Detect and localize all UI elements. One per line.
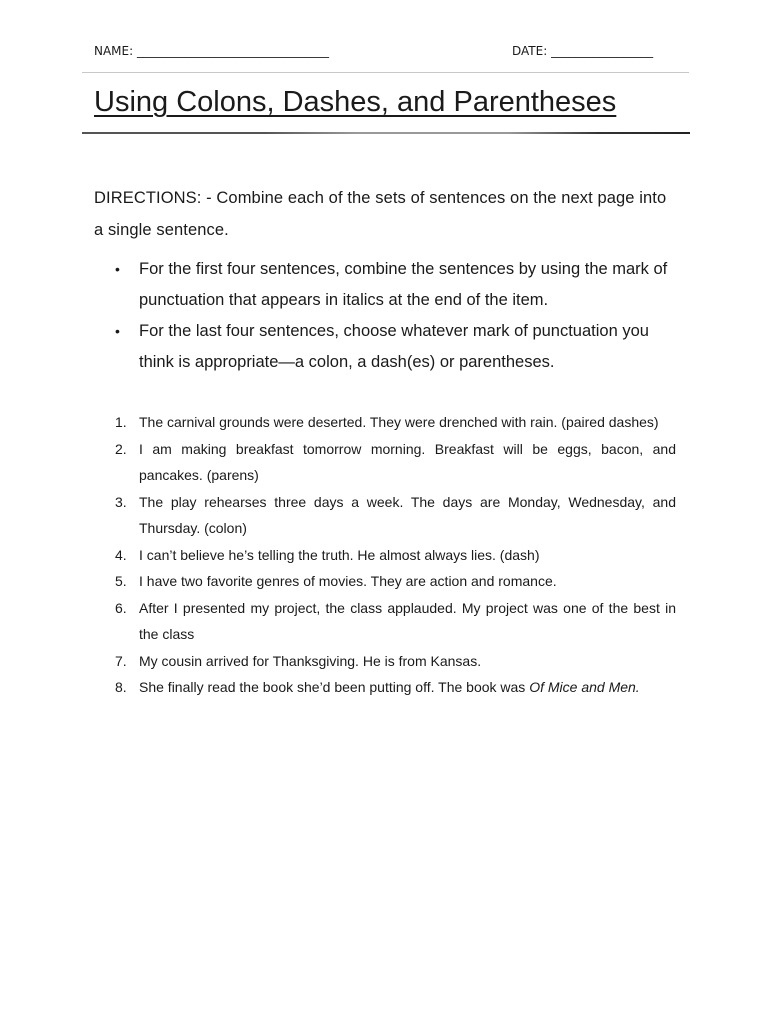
item-text: After I presented my project, the class applauded. My project was one of the best in the class <box>139 599 676 642</box>
item-number: 1. <box>115 414 127 430</box>
item-text: I have two favorite genres of movies. They are action and romance. <box>139 573 557 589</box>
exercise-item <box>94 648 676 675</box>
bullet-marker: • <box>115 261 120 277</box>
instruction-bullet <box>94 254 674 316</box>
directions-text: DIRECTIONS: - Combine each of the sets of sentences on the next page into a single sentence. <box>94 189 667 239</box>
header-divider <box>82 72 689 73</box>
bullet-marker: • <box>115 323 120 339</box>
exercise-item <box>94 542 676 569</box>
item-number: 3. <box>115 493 127 510</box>
bullet-text: For the last four sentences, choose whatever mark of punctuation you think is appropriate—a colon, a dash(es) or parentheses. <box>139 322 649 371</box>
page-title: Using Colons, Dashes, and Parentheses <box>94 86 617 118</box>
instruction-bullet <box>94 316 674 378</box>
item-number: 4. <box>115 546 127 563</box>
name-field[interactable]: NAME: ________________________________ <box>94 44 329 58</box>
exercise-item <box>94 409 676 436</box>
book-title: Of Mice and Men. <box>529 679 640 695</box>
title-divider <box>82 132 690 134</box>
item-text: The play rehearses three days a week. The days are Monday, Wednesday, and Thursday. (colon) <box>139 493 676 536</box>
bullet-text: For the first four sentences, combine the sentences by using the mark of punctuation that appears in italics at the end of the item. <box>139 260 668 309</box>
item-text: She finally read the book she’d been putting off. The book was <box>139 679 530 695</box>
exercise-item <box>94 489 676 542</box>
item-number: 6. <box>115 599 127 616</box>
item-number: 7. <box>115 652 127 669</box>
exercise-item <box>94 674 676 701</box>
item-text: My cousin arrived for Thanksgiving. He is from Kansas. <box>139 652 482 669</box>
instruction-bullet-list <box>94 254 674 378</box>
date-field[interactable]: DATE: _________________ <box>512 44 654 58</box>
header <box>94 44 684 62</box>
item-text: I am making breakfast tomorrow morning. Breakfast will be eggs, bacon, and pancakes. (parens) <box>139 440 676 483</box>
item-number: 5. <box>115 573 127 589</box>
exercise-item <box>94 436 676 489</box>
exercise-item <box>94 595 676 648</box>
exercise-list <box>94 409 676 701</box>
item-text: I can’t believe he’s telling the truth. He almost always lies. (dash) <box>139 546 540 563</box>
item-number: 2. <box>115 440 127 457</box>
item-text: The carnival grounds were deserted. They were drenched with rain. (paired dashes) <box>139 414 659 430</box>
item-number: 8. <box>115 679 127 695</box>
exercise-item <box>94 568 676 595</box>
